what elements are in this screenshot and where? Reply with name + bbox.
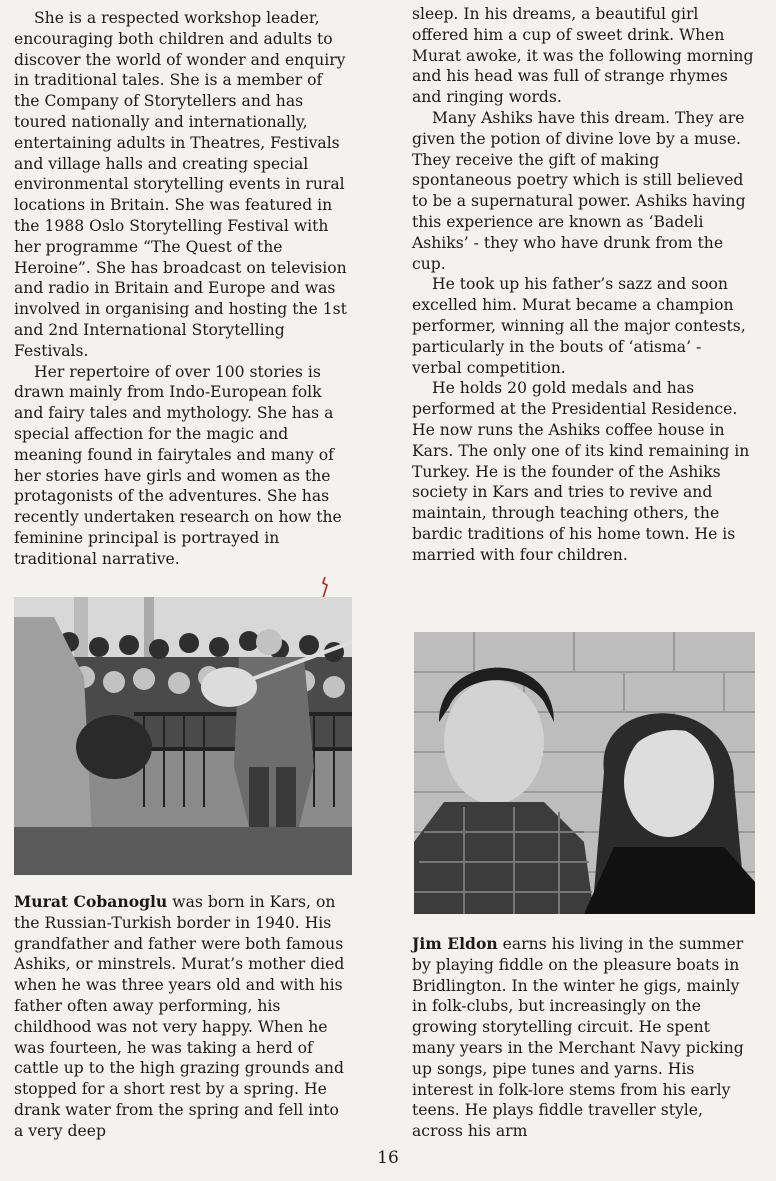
jim-bio [412,934,756,1142]
murat-bio-continued-3: He took up his father’s sazz and soon excelled him. Murat became a champion performer, winning all the major contests, particularly in the bouts of ‘atisma’ - verbal competition. [412,275,746,377]
bio-paragraph-2: Her repertoire of over 100 stories is drawn mainly from Indo-European folk and fairy tales and mythology. She has a special affection for the magic and meaning found in fairytales and many of her stories have girls and women as the protagonists of the adventures. She has recently undertaken research on how the feminine principal is portrayed in traditional narrative. [14,362,342,568]
right-column-top [412,4,754,566]
jim-name: Jim Eldon [412,934,498,953]
photo-murat-performing [14,597,352,875]
bio-paragraph-1: She is a respected workshop leader, encouraging both children and adults to discover the world of wonder and enquiry in traditional tales. She is a member of the Company of Storytellers and has toured nationally and internationally, entertaining adults in Theatres, Festivals and village halls and creating special environmental storytelling events in rural locations in Britain. She was featured in the 1988 Oslo Storytelling Festival with her programme “The Quest of the Heroine”. She has broadcast on television and radio in Britain and Europe and was involved in organising and hosting the 1st and 2nd International Storytelling Festivals. [14,9,347,360]
murat-bio-continued-2: Many Ashiks have this dream. They are given the potion of divine love by a muse. They receive the gift of making spontaneous poetry which is still believed to be a supernatural power. Ashiks having this experience are known as ‘Badeli Ashiks’ - they who have drunk from the cup. [412,108,746,273]
murat-bio-text: was born in Kars, on the Russian-Turkish border in 1940. His grandfather and father were both famous Ashiks, or minstrels. Murat’s mother died when he was three years old and with his father often away performing, his childhood was not very happy. When he was fourteen, he was taking a herd of cattle up to the high grazing grounds and stopped for a short rest by a spring. He drank water from the spring and fell into a very deep [14,893,345,1140]
jim-bio-text: earns his living in the summer by playing fiddle on the pleasure boats in Bridlington. In the winter he gigs, mainly in folk-clubs, but increasingly on the growing storytelling circuit. He spent many years in the Merchant Navy picking up songs, pipe tunes and yarns. His interest in folk-lore stems from his early teens. He plays fiddle traveller style, across his arm [412,935,744,1141]
murat-bio-continued-4: He holds 20 gold medals and has performed at the Presidential Residence. He now runs the Ashiks coffee house in Kars. The only one of its kind remaining in Turkey. He is the founder of the Ashiks society in Kars and tries to revive and maintain, through teaching others, the bardic traditions of his home town. He is married with four children. [412,379,750,564]
murat-bio [14,892,352,1142]
page-number: 16 [377,1148,399,1168]
left-column-bottom [14,892,352,1142]
left-column-top [14,8,352,570]
photo-jim-eldon-and-woman [414,632,755,914]
right-column-bottom [412,934,756,1142]
murat-bio-continued-1: sleep. In his dreams, a beautiful girl offered him a cup of sweet drink. When Murat awoke, it was the following morning and his head was full of strange rhymes and ringing words. [412,5,754,107]
murat-name: Murat Cobanoglu [14,892,168,911]
